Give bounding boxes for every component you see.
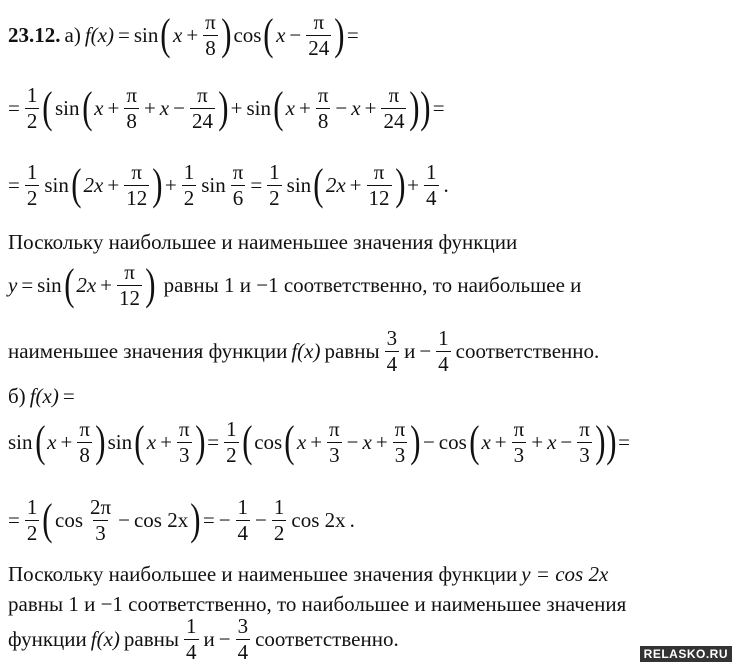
math-token: sin (107, 429, 133, 454)
fraction-pi-6 (231, 161, 246, 208)
math-token: = (618, 429, 630, 454)
math-token: y (8, 272, 18, 297)
math-token: − (422, 429, 435, 454)
math-token: = (8, 172, 20, 197)
fraction-pi-12 (117, 261, 142, 308)
fraction-denominator: 3 (513, 442, 525, 467)
fraction-numerator: π (394, 417, 406, 442)
sin-fn: sin (55, 95, 80, 120)
math-token: x (159, 95, 170, 120)
math-token: 2x (325, 172, 346, 197)
fraction-3-4 (236, 615, 251, 662)
equals-sign: = (8, 95, 20, 120)
math-token: x (285, 95, 295, 120)
a-line-2 (6, 78, 734, 138)
paren-close: ) (220, 10, 232, 59)
math-token: − (118, 507, 130, 532)
fraction-denominator: 3 (179, 442, 190, 467)
paren-open: ( (42, 495, 53, 544)
part-a-label: а) (64, 22, 81, 47)
equals-sign: = (117, 22, 130, 47)
fraction-denominator: 8 (126, 108, 137, 133)
math-token: cos 2x (133, 507, 189, 532)
fraction-denominator: 12 (368, 185, 390, 210)
fraction-numerator: 3 (386, 326, 398, 351)
math-token: x (47, 429, 57, 454)
fraction-denominator: 2 (273, 520, 285, 545)
paren-close: ) (420, 83, 431, 132)
fraction-numerator: π (388, 83, 400, 108)
math-token: и (203, 626, 215, 651)
paren-open: ( (273, 83, 284, 132)
fraction-denominator: 4 (237, 520, 249, 545)
paren-close: ) (95, 417, 106, 466)
fraction-1-2 (224, 418, 239, 465)
fraction-denominator: 12 (119, 285, 141, 310)
fraction-numerator: 1 (26, 160, 38, 185)
fraction-denominator: 8 (317, 108, 329, 133)
math-token: = (62, 383, 75, 408)
fraction-1-2 (272, 496, 287, 543)
math-token: cos (254, 429, 283, 454)
a-line-1 (6, 8, 734, 62)
fraction-pi-3 (177, 418, 192, 465)
paren-close: ) (595, 417, 606, 466)
fraction-pi-3 (512, 418, 527, 465)
fraction-numerator: 1 (269, 160, 280, 185)
b-text-1 (6, 560, 734, 588)
a-line-3 (6, 155, 734, 215)
function-f: f(x) (84, 22, 114, 47)
paren-open: ( (81, 83, 92, 132)
fraction-denominator: 24 (383, 108, 405, 133)
fraction-denominator: 3 (394, 442, 406, 467)
fraction-pi-24 (306, 11, 331, 58)
fraction-1-4 (424, 161, 439, 208)
b-line-6 (6, 612, 734, 666)
paren-open: ( (34, 417, 45, 466)
fraction-numerator: π (197, 83, 208, 108)
plus-sign: + (186, 22, 199, 47)
math-token: f(x) (29, 383, 59, 408)
fraction-numerator: 1 (226, 417, 237, 442)
math-token: + (230, 95, 243, 120)
paren-close: ) (410, 417, 421, 466)
fraction-denominator: 4 (438, 351, 449, 376)
math-token: соответственно. (255, 626, 399, 651)
fraction-denominator: 24 (308, 35, 330, 60)
fraction-numerator: π (124, 260, 135, 285)
fraction-numerator: π (313, 10, 325, 35)
math-token: x (146, 429, 157, 454)
minus-sign: − (289, 22, 302, 47)
var-x: x (276, 22, 286, 47)
math-token: − (218, 507, 231, 532)
math-token: и (404, 338, 416, 363)
fraction-1-4 (236, 496, 251, 543)
math-token: 2x (83, 172, 104, 197)
site-watermark: RELASKO.RU (640, 646, 732, 662)
paren-close: ) (334, 10, 345, 59)
math-token: cos 2x (291, 507, 346, 532)
fraction-numerator: π (317, 83, 329, 108)
fraction-denominator: 4 (426, 185, 437, 210)
math-token: = (21, 272, 34, 297)
fraction-numerator: 1 (426, 160, 437, 185)
fraction-1-4 (184, 615, 199, 662)
fraction-pi-8 (203, 11, 218, 58)
math-token: y = cos 2x (521, 561, 609, 586)
math-token: sin (286, 172, 312, 197)
math-token: + (100, 272, 113, 297)
fraction-denominator: 2 (183, 185, 195, 210)
math-token: − (560, 429, 573, 454)
math-token: + (349, 172, 362, 197)
fraction-pi-8 (316, 84, 331, 131)
fraction-1-2 (25, 161, 40, 208)
math-token: x (94, 95, 104, 120)
fraction-pi-12 (124, 161, 149, 208)
paren-open: ( (42, 83, 53, 132)
math-token: sin (201, 172, 226, 197)
fraction-2pi-3 (88, 496, 113, 543)
math-token: cos (438, 429, 467, 454)
explanation-text: Поскольку наибольшее и наименьшее значения функции (8, 229, 518, 254)
fraction-denominator: 2 (26, 520, 38, 545)
fraction-numerator: π (79, 417, 90, 442)
fraction-denominator: 3 (579, 442, 590, 467)
sin-fn: sin (133, 22, 159, 47)
b-line-2 (6, 412, 734, 472)
fraction-denominator: 3 (95, 520, 106, 545)
fraction-numerator: 1 (26, 83, 38, 108)
fraction-numerator: 3 (237, 614, 249, 639)
fraction-pi-3 (577, 418, 592, 465)
fraction-denominator: 2 (26, 185, 38, 210)
math-token: функции (8, 626, 87, 651)
fraction-numerator: 1 (273, 495, 285, 520)
fraction-1-2 (25, 84, 40, 131)
fraction-pi-3 (393, 418, 408, 465)
math-token: . (443, 172, 449, 197)
math-token: = (202, 507, 215, 532)
b-line-1 (6, 382, 734, 410)
paren-open: ( (71, 160, 82, 209)
math-token: − (335, 95, 348, 120)
math-token: + (531, 429, 544, 454)
math-token: соответственно. (455, 338, 600, 363)
math-token: x (362, 429, 372, 454)
fraction-numerator: π (579, 417, 590, 442)
fraction-numerator: π (126, 83, 137, 108)
paren-open: ( (468, 417, 480, 466)
math-token: x (351, 95, 361, 120)
fraction-pi-3 (327, 418, 342, 465)
paren-open: ( (63, 260, 75, 309)
fraction-numerator: π (232, 160, 244, 185)
fraction-denominator: 3 (329, 442, 340, 467)
fraction-denominator: 2 (269, 185, 280, 210)
math-token: f(x) (291, 338, 321, 363)
math-token: − (346, 429, 359, 454)
math-token: = (207, 429, 220, 454)
explanation-text: равны 1 и −1 соответственно, то наибольшее и (163, 272, 582, 297)
fraction-numerator: π (373, 160, 385, 185)
fraction-pi-24 (190, 84, 215, 131)
math-token: + (160, 429, 172, 454)
fraction-1-2 (267, 161, 282, 208)
paren-close: ) (152, 160, 163, 209)
fraction-numerator: π (513, 417, 525, 442)
fraction-numerator: 1 (237, 495, 249, 520)
paren-open: ( (160, 10, 171, 59)
equals-sign: = (432, 95, 445, 120)
math-token: sin (37, 272, 62, 297)
a-text-1 (6, 228, 734, 256)
math-token: f(x) (90, 626, 120, 651)
fraction-pi-24 (381, 84, 406, 131)
math-token: = (250, 172, 263, 197)
math-token: + (407, 172, 419, 197)
math-token: + (364, 95, 377, 120)
math-token: + (107, 95, 120, 120)
math-token: + (375, 429, 388, 454)
paren-close: ) (409, 83, 420, 132)
paren-open: ( (134, 417, 145, 466)
fraction-denominator: 4 (386, 351, 398, 376)
paren-open: ( (241, 417, 253, 466)
sin-fn: sin (44, 172, 69, 197)
math-token: + (164, 172, 177, 197)
math-token: + (494, 429, 507, 454)
paren-open: ( (284, 417, 295, 466)
fraction-1-2 (182, 161, 197, 208)
paren-open: ( (263, 10, 274, 59)
fraction-denominator: 4 (186, 639, 197, 664)
paren-open: ( (313, 160, 324, 209)
fraction-denominator: 6 (232, 185, 244, 210)
fraction-denominator: 8 (205, 35, 216, 60)
fraction-pi-12 (367, 161, 392, 208)
math-token: 2x (76, 272, 97, 297)
math-token: + (143, 95, 156, 120)
fraction-numerator: 2π (90, 495, 112, 520)
fraction-denominator: 2 (226, 442, 237, 467)
fraction-numerator: π (131, 160, 142, 185)
b-line-3 (6, 490, 734, 550)
math-token: x (481, 429, 491, 454)
math-token: равны (324, 338, 380, 363)
paren-close: ) (194, 417, 206, 466)
fraction-numerator: 1 (186, 614, 197, 639)
part-b-label: б) (8, 383, 26, 408)
math-token: cos (55, 507, 83, 532)
math-token: равны (123, 626, 179, 651)
math-token: + (107, 172, 120, 197)
math-token: − (419, 338, 432, 363)
math-token: − (255, 507, 267, 532)
math-token: − (173, 95, 185, 120)
paren-close: ) (190, 495, 201, 544)
math-token: Поскольку наибольшее и наименьшее значения функции (8, 561, 518, 586)
math-token: x (296, 429, 307, 454)
equals-sign: = (346, 22, 359, 47)
math-token: наименьшее значения функции (8, 338, 288, 363)
fraction-denominator: 4 (237, 639, 249, 664)
fraction-1-2 (25, 496, 40, 543)
sin-fn: sin (246, 95, 271, 120)
math-token: = (8, 507, 20, 532)
fraction-denominator: 2 (26, 108, 38, 133)
math-token: − (218, 626, 231, 651)
fraction-numerator: π (205, 10, 216, 35)
paren-close: ) (605, 417, 616, 466)
fraction-pi-8 (77, 418, 92, 465)
cos-fn: cos (233, 22, 262, 47)
fraction-pi-8 (124, 84, 139, 131)
fraction-3-4 (385, 327, 400, 374)
fraction-1-4 (436, 327, 451, 374)
fraction-numerator: π (329, 417, 340, 442)
math-token: sin (8, 429, 33, 454)
fraction-numerator: 1 (183, 160, 195, 185)
var-x: x (173, 22, 183, 47)
math-token: . (349, 507, 355, 532)
paren-close: ) (394, 160, 405, 209)
math-token: + (60, 429, 73, 454)
fraction-numerator: 1 (438, 326, 449, 351)
paren-close: ) (218, 83, 229, 132)
fraction-denominator: 8 (79, 442, 90, 467)
math-token: x (547, 429, 557, 454)
a-line-6 (6, 322, 734, 380)
fraction-denominator: 24 (191, 108, 213, 133)
fraction-numerator: 1 (26, 495, 38, 520)
math-token: + (298, 95, 311, 120)
fraction-denominator: 12 (126, 185, 148, 210)
a-line-5 (6, 256, 734, 314)
paren-close: ) (145, 260, 156, 309)
math-token: равны 1 и −1 соответственно, то наибольшее и наименьшее значения (8, 591, 627, 616)
problem-number: 23.12. (8, 22, 61, 47)
math-token: + (310, 429, 323, 454)
fraction-numerator: π (178, 417, 190, 442)
